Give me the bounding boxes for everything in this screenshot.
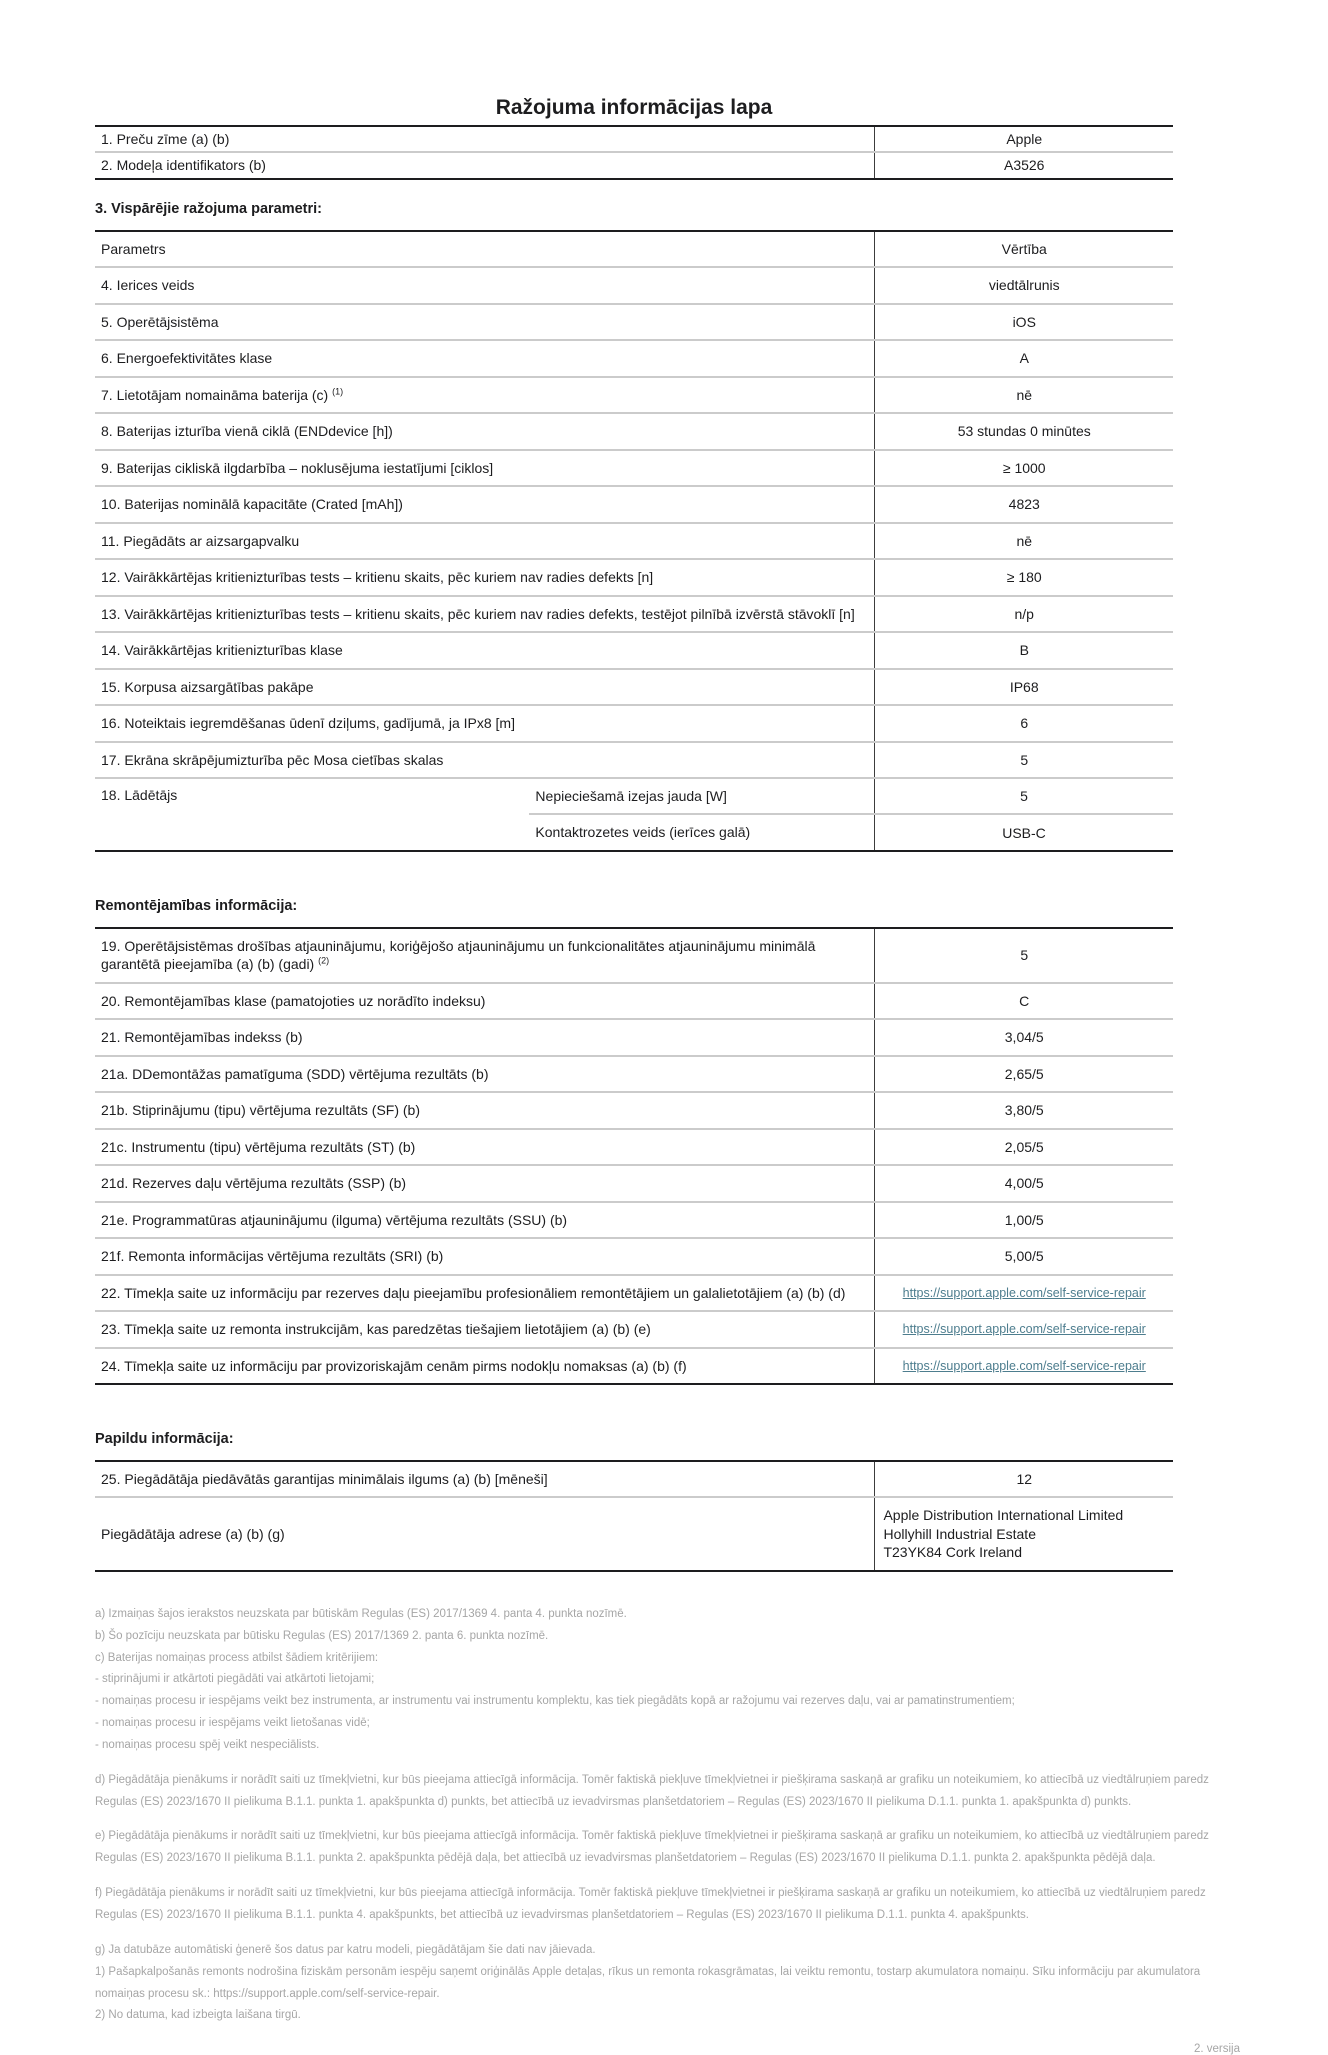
footnote-f: f) Piegādātāja pienākums ir norādīt saiti uz tīmekļvietni, kur būs pieejama attiecīgā informācija. Tomēr faktiskā piekļuve tīmekļvietnei ir piešķirama saskaņā ar grafiku un noteikumiem, ko attiecībā uz viedtālruņiem paredz Regulas (ES) 2023/1670 II pielikuma B.1.1. punkta 4. apakšpunkts, bet attiecībā uz ievadvirsmas planšetdatoriem – Regulas (ES) 2023/1670 II pielikuma D.1.1. punkta 4. apakšpunkts. [95, 1887, 1206, 1921]
param-label: 7. Lietotājam nomaināma baterija (c) [101, 386, 329, 403]
param-label-cell [95, 706, 875, 740]
param-value-cell [875, 1349, 1173, 1383]
table-row [95, 1347, 1173, 1383]
table-row [95, 266, 1173, 302]
table-row [95, 668, 1173, 704]
param-label-cell [95, 1276, 875, 1310]
param-label: 21f. Remonta informācijas vērtējuma rezultāts (SRI) (b) [101, 1248, 444, 1265]
param-label-cell [95, 779, 529, 850]
table-header-row [95, 232, 1173, 266]
param-label-cell [95, 1020, 875, 1054]
param-label-cell [95, 929, 875, 982]
table-row [95, 1462, 1173, 1496]
footnote-c-bullet: - stiprinājumi ir atkārtoti piegādāti vai atkārtoti lietojami; [95, 1673, 375, 1686]
table-row [95, 1274, 1173, 1310]
param-label: 21. Remontējamības indekss (b) [101, 1029, 303, 1046]
supplier-address [875, 1498, 1173, 1569]
param-label-cell [95, 670, 875, 704]
table-row [95, 522, 1173, 558]
address-line: Hollyhill Industrial Estate [883, 1525, 1036, 1542]
param-label-cell [95, 1130, 875, 1164]
sub-param-label: Kontaktrozetes veids (ierīces galā) [529, 815, 875, 849]
param-label: 10. Baterijas nominālā kapacitāte (Crated [mAh]) [101, 496, 403, 513]
param-value: 5,00/5 [1004, 1248, 1044, 1265]
param-label-cell [95, 633, 875, 667]
footnote-e: e) Piegādātāja pienākums ir norādīt saiti uz tīmekļvietni, kur būs pieejama attiecīgā informācija. Tomēr faktiskā piekļuve tīmekļvietnei ir piešķirama saskaņā ar grafiku un noteikumiem, ko attiecībā uz viedtālruņiem paredz Regulas (ES) 2023/1670 II pielikuma B.1.1. punkta 2. apakšpunkta pēdējā daļa, bet attiecībā uz ievadvirsmas planšetdatoriem – Regulas (ES) 2023/1670 II pielikuma D.1.1. punkta 2. apakšpunkta pēdējā daļa. [95, 1830, 1209, 1865]
param-value: 12 [1016, 1471, 1033, 1487]
param-label: 21c. Instrumentu (tipu) vērtējuma rezultāts (ST) (b) [101, 1138, 416, 1155]
section-heading-general: 3. Vispārējie ražojuma parametri: [95, 200, 323, 217]
param-value: 53 stundas 0 minūtes [957, 423, 1091, 440]
param-value: n/p [1014, 605, 1034, 622]
param-value: 3,04/5 [1004, 1029, 1044, 1046]
table-row [95, 1164, 1173, 1200]
param-value: iOS [1012, 313, 1036, 330]
param-label: 21e. Programmatūras atjauninājumu (ilguma) vērtējuma rezultāts (SSU) (b) [101, 1211, 568, 1228]
param-label-cell [95, 341, 875, 375]
param-label-cell [95, 305, 875, 339]
repairability-table [95, 927, 1173, 1385]
footnote-c: c) Baterijas nomaiņas process atbilst šādiem kritērijiem: [95, 1651, 379, 1664]
additional-info-table [95, 1460, 1173, 1572]
param-value: IP68 [1009, 678, 1039, 695]
param-label: 1. Preču zīme (a) (b) [101, 131, 230, 147]
param-value: Apple [1006, 131, 1043, 147]
table-row [95, 595, 1173, 631]
param-label: 12. Vairākkārtējas kritienizturības tests – kritienu skaits, pēc kuriem nav radies defekts [n] [101, 569, 654, 586]
param-label-cell [95, 984, 875, 1018]
param-value: 5 [1020, 947, 1029, 964]
footnote-1: 1) Pašapkalpošanās remonts nodrošina fiziskām personām iespēju saņemt oriģinālās Apple detaļas, rīkus un remonta rokasgrāmatas, lai veiktu remontu, tostarp akumulatora nomaiņu. Sīku informāciju par akumulatora nomaiņas procesu sk.: https://support.apple.com/self-service-repair. [95, 1965, 1201, 2000]
param-value: nē [1016, 532, 1033, 549]
sub-param-value: USB-C [1002, 824, 1046, 841]
footnote-d: d) Piegādātāja pienākums ir norādīt saiti uz tīmekļvietni, kur būs pieejama attiecīgā informācija. Tomēr faktiskā piekļuve tīmekļvietnei ir piešķirama saskaņā ar grafiku un noteikumiem, ko attiecībā uz viedtālruņiem paredz Regulas (ES) 2023/1670 II pielikuma B.1.1. punkta 1. apakšpunkta d) punkts, bet attiecībā uz ievadvirsmas planšetdatoriem – Regulas (ES) 2023/1670 II pielikuma D.1.1. punkta 1. apakšpunkta d) punkts. [95, 1773, 1209, 1808]
column-header-param: Parametrs [101, 240, 166, 257]
param-value: ≥ 1000 [1002, 459, 1046, 476]
section-heading-repair: Remontējamības informācija: [95, 897, 298, 914]
footnote-c-bullet: - nomaiņas procesu spēj veikt nespeciālists. [95, 1738, 320, 1751]
param-value: B [1019, 642, 1029, 659]
param-label: 17. Ekrāna skrāpējumizturība pēc Mosa cietības skalas [101, 751, 444, 768]
table-row [95, 376, 1173, 412]
param-label: 22. Tīmekļa saite uz informāciju par rezerves daļu pieejamību profesionāliem remontētājiem un galalietotājiem (a) (b) (d) [101, 1284, 846, 1301]
param-label: 21a. DDemontāžas pamatīguma (SDD) vērtējuma rezultāts (b) [101, 1065, 489, 1082]
table-row [95, 412, 1173, 448]
table-row [529, 813, 1173, 849]
param-label: 20. Remontējamības klase (pamatojoties uz norādīto indeksu) [101, 992, 486, 1009]
param-value: A [1019, 350, 1029, 367]
param-label: 2. Modeļa identifikators (b) [101, 157, 266, 174]
table-row [95, 1310, 1173, 1346]
table-row [95, 127, 1173, 151]
support-link[interactable]: https://support.apple.com/self-service-repair [902, 1358, 1146, 1373]
sub-param-label: Nepieciešamā izejas jauda [W] [529, 779, 875, 813]
footnote-c-bullet: - nomaiņas procesu ir iespējams veikt lietošanas vidē; [95, 1717, 370, 1730]
param-label: 8. Baterijas izturība vienā ciklā (ENDdevice [h]) [101, 423, 393, 440]
footnote-2: 2) No datuma, kad izbeigta laišana tirgū. [95, 2009, 301, 2022]
param-value-cell [875, 1312, 1173, 1346]
param-label-cell [95, 378, 875, 412]
table-row [95, 303, 1173, 339]
param-label: 16. Noteiktais iegremdēšanas ūdenī dziļums, gadījumā, ja IPx8 [m] [101, 715, 515, 732]
charger-sub-table [529, 779, 1173, 850]
table-row [95, 1091, 1173, 1127]
param-value: 3,80/5 [1004, 1102, 1044, 1119]
table-row [95, 631, 1173, 667]
param-label: 23. Tīmekļa saite uz remonta instrukcijām, kas paredzētas tiešajiem lietotājiem (a) (b) (e) [101, 1321, 651, 1338]
param-label-cell [95, 1498, 875, 1569]
param-value: C [1019, 992, 1030, 1009]
param-label: 14. Vairākkārtējas kritienizturības klase [101, 642, 343, 659]
param-label: 21b. Stiprinājumu (tipu) vērtējuma rezultāts (SF) (b) [101, 1102, 420, 1119]
column-header-param-cell [95, 232, 875, 266]
param-label-cell [95, 1239, 875, 1273]
param-label: 4. Ierices veids [101, 277, 195, 294]
table-row [95, 929, 1173, 982]
param-label-cell [95, 524, 875, 558]
footnotes [95, 1604, 1240, 2027]
param-label-cell [95, 1166, 875, 1200]
footnote-marker: (1) [332, 386, 344, 397]
support-link[interactable]: https://support.apple.com/self-service-repair [902, 1285, 1146, 1300]
param-label: 18. Lādētājs [101, 786, 178, 803]
footnote-marker: (2) [318, 955, 330, 966]
param-label: 11. Piegādāts ar aizsargapvalku [101, 532, 300, 549]
param-label-cell [95, 1312, 875, 1346]
support-link[interactable]: https://support.apple.com/self-service-repair [902, 1322, 1146, 1337]
param-label-cell [95, 743, 875, 777]
section-heading-additional: Papildu informācija: [95, 1431, 234, 1447]
table-row [95, 1237, 1173, 1273]
param-label-cell [95, 560, 875, 594]
param-label-cell [95, 1057, 875, 1091]
table-row [95, 449, 1173, 485]
table-row [95, 741, 1173, 777]
param-label: 9. Baterijas cikliskā ilgdarbība – noklusējuma iestatījumi [ciklos] [101, 459, 494, 476]
table-row [529, 779, 1173, 813]
param-value: 1,00/5 [1004, 1211, 1044, 1228]
param-label-cell [95, 1349, 875, 1383]
general-parameters-table [95, 230, 1173, 852]
param-value: 4,00/5 [1004, 1175, 1044, 1192]
param-label: 21d. Rezerves daļu vērtējuma rezultāts (SSP) (b) [101, 1175, 407, 1192]
param-value: 2,65/5 [1004, 1065, 1044, 1082]
param-value: ≥ 180 [1006, 569, 1042, 586]
param-label-cell [95, 1093, 875, 1127]
table-row [95, 558, 1173, 594]
page-title: Ražojuma informācijas lapa [495, 96, 773, 119]
param-label-cell [95, 153, 875, 177]
table-row [95, 1128, 1173, 1164]
param-label: 19. Operētājsistēmas drošības atjauninājumu, koriģējošo atjauninājumu un funkcionalitātes atjauninājumu minimālā garantētā pieejamība (a) (b) (gadi) [101, 937, 816, 973]
table-row [95, 982, 1173, 1018]
footnote-g: g) Ja datubāze automātiski ģenerē šos datus par katru modeli, piegādātājam šie dati nav jāievada. [95, 1943, 596, 1956]
param-label: 25. Piegādātāja piedāvātās garantijas minimālais ilgums (a) (b) [mēneši] [101, 1471, 548, 1487]
address-line: Apple Distribution International Limited [883, 1507, 1124, 1524]
param-label-cell [95, 1203, 875, 1237]
column-header-value: Vērtība [1001, 240, 1047, 257]
param-value: A3526 [1003, 157, 1045, 174]
param-value: 5 [1020, 751, 1029, 768]
supplier-address-row [95, 1496, 1173, 1569]
footnote-a: a) Izmaiņas šajos ierakstos neuzskata par būtiskām Regulas (ES) 2017/1369 4. panta 4. punkta nozīmē. [95, 1607, 627, 1620]
param-label: Piegādātāja adrese (a) (b) (g) [101, 1525, 285, 1542]
table-row [95, 1055, 1173, 1091]
table-row [95, 1018, 1173, 1054]
table-row [95, 1201, 1173, 1237]
param-value: 6 [1020, 715, 1029, 732]
footnote-c-bullet: - nomaiņas procesu ir iespējams veikt bez instrumenta, ar instrumentu vai instrumentu komplektu, kas tiek piegādāts kopā ar ražojumu vai rezerves daļu, vai ar pamatinstrumentiem; [95, 1695, 1015, 1708]
table-row [95, 339, 1173, 375]
param-value: 2,05/5 [1004, 1138, 1044, 1155]
sub-param-value: 5 [1020, 788, 1028, 805]
table-row [95, 485, 1173, 521]
param-label-cell [95, 1462, 875, 1496]
table-row [95, 704, 1173, 740]
param-value: viedtālrunis [988, 277, 1060, 294]
version-label: 2. versija [1193, 2043, 1240, 2055]
param-label: 15. Korpusa aizsargātības pakāpe [101, 678, 314, 695]
param-label-cell [95, 127, 875, 151]
identification-table [95, 125, 1173, 180]
table-row [95, 151, 1173, 177]
param-label: 13. Vairākkārtējas kritienizturības tests – kritienu skaits, pēc kuriem nav radies defekts, testējot pilnībā izvērstā stāvoklī [n] [101, 605, 855, 622]
charger-row [95, 777, 1173, 850]
param-label-cell [95, 487, 875, 521]
param-label-cell [95, 597, 875, 631]
param-label-cell [95, 451, 875, 485]
param-label: 6. Energoefektivitātes klase [101, 350, 273, 367]
param-label-cell [95, 414, 875, 448]
param-value-cell [875, 1276, 1173, 1310]
param-label: 5. Operētājsistēma [101, 313, 219, 330]
address-line: T23YK84 Cork Ireland [883, 1544, 1022, 1561]
param-label: 24. Tīmekļa saite uz informāciju par provizoriskajām cenām pirms nodokļu nomaksas (a) (b) (f) [101, 1357, 687, 1374]
param-value: 4823 [1008, 496, 1040, 513]
footnote-b: b) Šo pozīciju neuzskata par būtisku Regulas (ES) 2017/1369 2. panta 6. punkta nozīmē. [95, 1629, 549, 1642]
param-value: nē [1016, 386, 1033, 403]
param-label-cell [95, 268, 875, 302]
